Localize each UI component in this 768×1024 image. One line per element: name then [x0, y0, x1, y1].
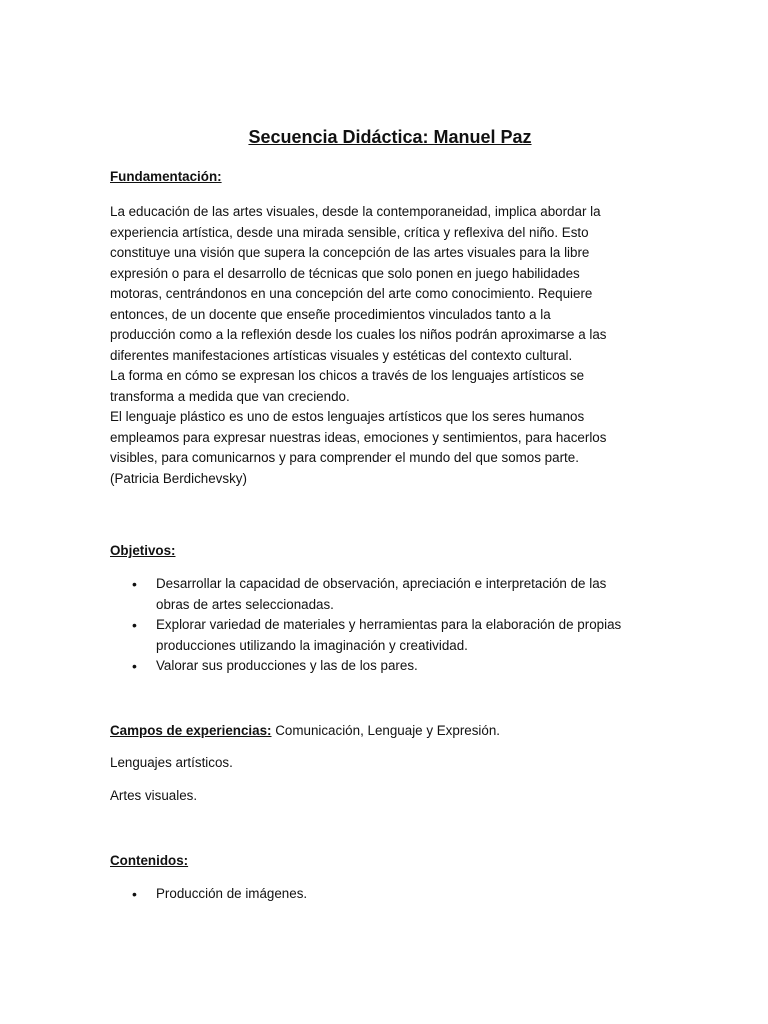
- fundamentacion-heading: Fundamentación:: [110, 169, 222, 184]
- fundamentacion-line: constituye una visión que supera la concepción de las artes visuales para la libre: [110, 245, 590, 260]
- contenidos-heading: Contenidos:: [110, 853, 189, 868]
- campos-text: Comunicación, Lenguaje y Expresión.: [271, 722, 501, 738]
- objetivo-item-line: obras de artes seleccionadas.: [156, 596, 334, 612]
- fundamentacion-line: El lenguaje plástico es uno de estos lenguajes artísticos que los seres humanos: [110, 409, 585, 424]
- contenidos-list: [110, 884, 670, 905]
- fundamentacion-line: entonces, de un docente que enseñe procedimientos vinculados tanto a la: [110, 306, 551, 322]
- fundamentacion-line: motoras, centrándonos en una concepción del arte como conocimiento. Requiere: [110, 286, 593, 301]
- fundamentacion-line: expresión o para el desarrollo de técnicas que solo ponen en juego habilidades: [110, 265, 580, 281]
- objetivo-item: [110, 615, 670, 656]
- bullet-icon: •: [132, 617, 137, 633]
- objetivo-item-line: Desarrollar la capacidad de observación, apreciación e interpretación de las: [156, 576, 607, 591]
- contenido-item-line: Producción de imágenes.: [156, 886, 308, 901]
- fundamentacion-line: empleamos para expresar nuestras ideas, emociones y sentimientos, para hacerlos: [110, 429, 607, 445]
- objetivo-item-line: producciones utilizando la imaginación y creatividad.: [156, 637, 468, 653]
- objetivo-item-line: Valorar sus producciones y las de los pares.: [156, 658, 418, 673]
- fundamentacion-line: La forma en cómo se expresan los chicos a través de los lenguajes artísticos se: [110, 368, 585, 383]
- lenguajes-line: Lenguajes artísticos.: [110, 755, 233, 770]
- fundamentacion-line: (Patricia Berdichevsky): [110, 470, 247, 486]
- fundamentacion-line: La educación de las artes visuales, desde la contemporaneidad, implica abordar la: [110, 204, 601, 219]
- bullet-icon: •: [132, 886, 137, 902]
- bullet-icon: •: [132, 658, 137, 674]
- document-page: [110, 125, 670, 905]
- campos-line: [110, 721, 670, 742]
- fundamentacion-line: transforma a medida que van creciendo.: [110, 388, 350, 404]
- fundamentacion-line: producción como a la reflexión desde los cuales los niños podrán aproximarse a las: [110, 327, 607, 342]
- objetivo-item-line: Explorar variedad de materiales y herramientas para la elaboración de propias: [156, 617, 622, 632]
- fundamentacion-line: experiencia artística, desde una mirada sensible, crítica y reflexiva del niño. Esto: [110, 224, 589, 240]
- objetivos-heading: Objetivos:: [110, 543, 176, 558]
- campos-heading: Campos de experiencias:: [110, 722, 272, 738]
- objetivo-item: [110, 656, 670, 677]
- fundamentacion-line: visibles, para comunicarnos y para comprender el mundo del que somos parte.: [110, 450, 579, 465]
- bullet-icon: •: [132, 576, 137, 592]
- document-title: Secuencia Didáctica: Manuel Paz: [248, 127, 532, 147]
- fundamentacion-line: diferentes manifestaciones artísticas visuales y estéticas del contexto cultural.: [110, 347, 573, 363]
- artes-line: Artes visuales.: [110, 787, 198, 803]
- contenido-item: [110, 884, 670, 905]
- objetivo-item: [110, 574, 670, 615]
- fundamentacion-paragraph: [110, 202, 670, 489]
- objetivos-list: [110, 574, 670, 677]
